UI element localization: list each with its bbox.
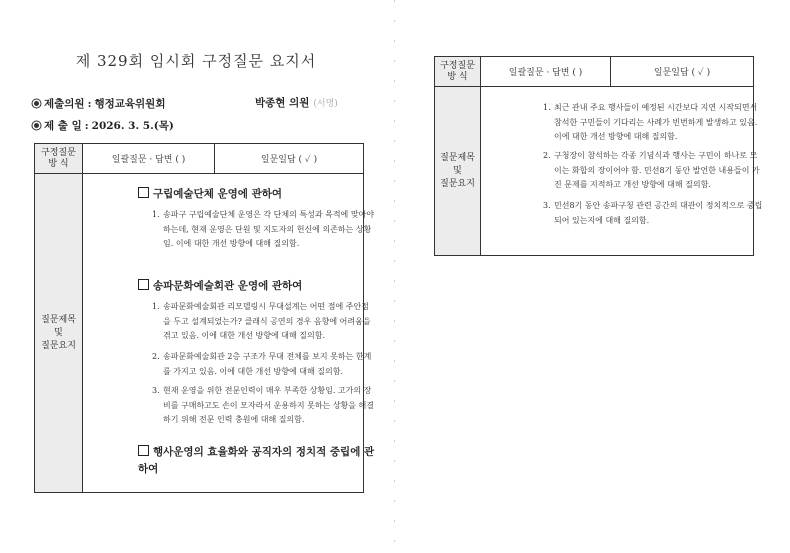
bullet-icon: [34, 101, 39, 106]
method-batch-cell: 일괄질문 · 답변 ( ): [481, 57, 611, 87]
method-label-cell: 구정질문 방 식: [35, 144, 83, 174]
question-summary-label-cell: 질문제목 및 질문요지: [35, 174, 83, 493]
signer-name: 박종현 의원: [255, 97, 310, 109]
method-one-by-one-cell: 일문일답 ( ✓ ): [215, 144, 364, 174]
question-item: 1. 최근 관내 주요 행사들이 예정된 시간보다 지연 시작되면서 참석한 구민들이 기다리는 사례가 빈번하게 발생하고 있음. 이에 대한 개선 방향에 대해 질의함.: [543, 103, 758, 141]
submitter-label: 제출의원: [44, 98, 85, 110]
date-value: 2026. 3. 5.(목): [91, 120, 174, 132]
document-page-2: [397, 0, 790, 553]
page-gutter: [394, 0, 395, 553]
question-item: 2. 송파문화예술회관 2층 구조가 무대 전체를 보지 못하는 한계를 가지고 있음. 이에 대한 개선 방향에 대해 질의함.: [152, 352, 372, 376]
section-title: 구립예술단체 운영에 관하여: [138, 186, 363, 203]
question-table-1: [34, 143, 375, 493]
document-page-1: [0, 0, 392, 553]
question-content-cell: [481, 87, 763, 256]
checkbox-square-icon: [138, 445, 149, 456]
question-item: 1. 송파구 구립예술단체 운영은 각 단체의 특성과 목적에 맞아야 하는데, 현재 운영은 단원 및 지도자의 헌신에 의존하는 상황임. 이에 대한 개선 방향에 대해 질의함.: [152, 210, 374, 248]
section-title: 행사운영의 효율화와 공직자의 정치적 중립에 관하여: [138, 446, 375, 475]
submitter-value: 행정교육위원회: [94, 98, 166, 110]
table-header-row: [435, 57, 754, 87]
method-label-cell: 구정질문 방 식: [435, 57, 481, 87]
table-body-row: [435, 87, 754, 256]
signer: [255, 95, 338, 110]
document-title: 제 329회 임시회 구정질문 요지서: [75, 52, 317, 70]
question-item: 1. 송파문화예술회관 리모델링시 무대설계는 어떤 점에 주안점을 두고 설계되었는가? 클래식 공연의 경우 음향에 어려움을 겪고 있음. 이에 대한 개선 방향에 대해 질의함.: [152, 302, 371, 340]
question-item: 2. 구청장이 참석하는 각종 기념식과 행사는 구민이 하나로 모이는 화합의 장이어야 함. 민선8기 동안 발언한 내용들이 가진 문제를 지적하고 개선 방향에 대해 질의함.: [543, 151, 760, 189]
submitter-line: 제출의원 : 행정교육위원회: [34, 96, 165, 111]
question-item: 3. 현재 운영을 위한 전문인력이 매우 부족한 상황임. 고가의 장비를 구매하고도 손이 모자라서 운용하지 못하는 상황을 해결하기 위해 전문 인력 충원에 대해 질의함.: [152, 386, 374, 424]
table-body-row: [35, 174, 364, 493]
method-one-by-one-cell: 일문일답 ( ✓ ): [611, 57, 754, 87]
checkbox-square-icon: [138, 187, 149, 198]
date-line: 제 출 일 : 2026. 3. 5.(목): [34, 118, 174, 133]
checkbox-square-icon: [138, 279, 149, 290]
date-label: 제 출 일: [44, 120, 82, 132]
bullet-icon: [34, 123, 39, 128]
section-title: 송파문화예술회관 운영에 관하여: [138, 278, 363, 295]
question-content-cell: [83, 174, 375, 493]
table-header-row: [35, 144, 364, 174]
method-batch-cell: 일괄질문 · 답변 ( ): [83, 144, 215, 174]
question-table-2: [434, 56, 763, 256]
question-item: 3. 민선8기 동안 송파구청 관련 공간의 대관이 정치적으로 중립되어 있는지에 대해 질의함.: [543, 201, 763, 225]
question-summary-label-cell: 질문제목 및 질문요지: [435, 87, 481, 256]
signature-seal: (서명): [313, 99, 338, 109]
